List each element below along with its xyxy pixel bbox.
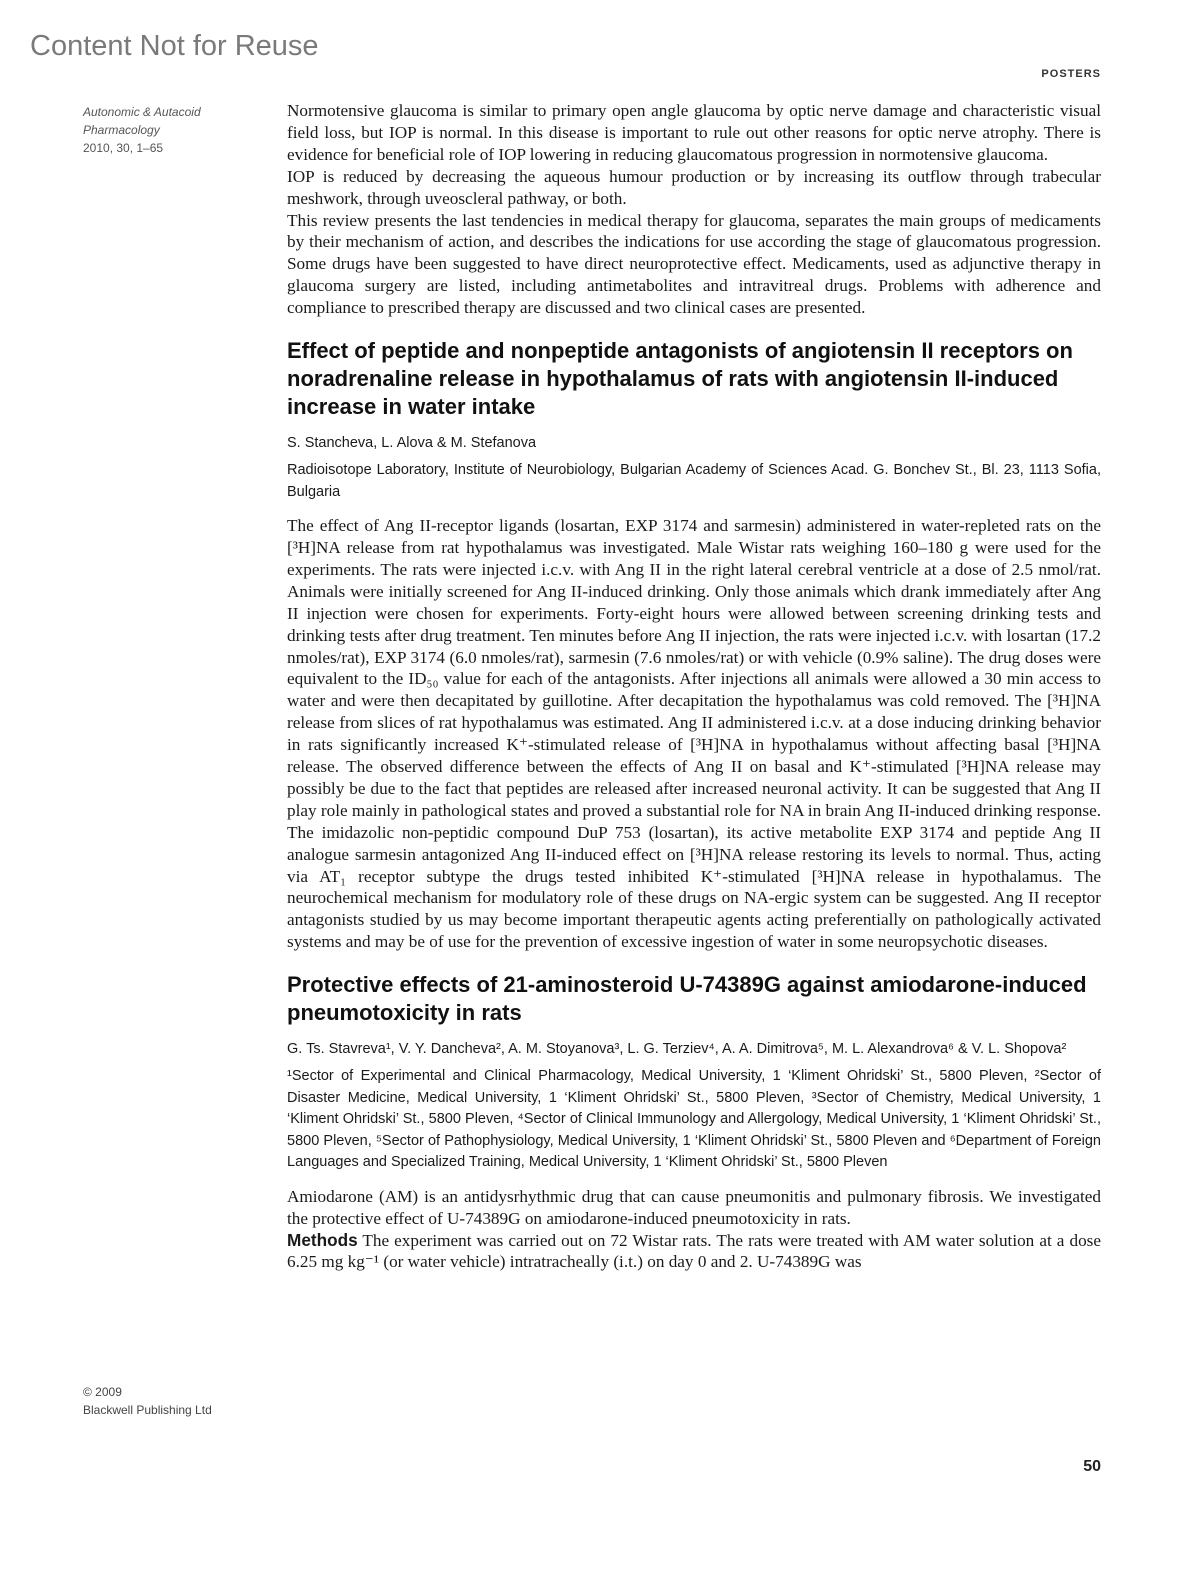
watermark: Content Not for Reuse (30, 30, 319, 62)
copyright (83, 1383, 253, 1419)
main-column (287, 100, 1101, 1273)
journal-info (83, 103, 253, 157)
article1-affiliation: Radioisotope Laboratory, Institute of Neurobiology, Bulgarian Academy of Sciences Acad. G. Bonchev St., Bl. 23, 1113 Sofia, Bulgaria (287, 462, 1101, 500)
journal-name-line2: Pharmacology (83, 123, 160, 137)
journal-issue: 2010, 30, 1–65 (83, 141, 164, 155)
intro-paragraph-3: This review presents the last tendencies in medical therapy for glaucoma, separates the main groups of medicaments by their mechanism of action, and describes the indications for use according the stage of glaucomatous progression. Some drugs have been suggested to have direct neuroprotective effect. Medicaments, used as adjunctive therapy in glaucoma surgery are listed, including antimetabolites and intravitreal drugs. Problems with adherence and compliance to prescribed therapy are discussed and two clinical cases are presented. (287, 210, 1101, 318)
copyright-line2: Blackwell Publishing Ltd (83, 1403, 212, 1417)
article1-authors: S. Stancheva, L. Alova & M. Stefanova (287, 435, 537, 452)
article2-affiliation: ¹Sector of Experimental and Clinical Pharmacology, Medical University, 1 ‘Kliment Ohridski’ St., 5800 Pleven, ²Sector of Disaster Medicine, Medical University, 1 ‘Kliment Ohridski’ St., 5800 Pleven, ³Sector of Chemistry, Medical University, 1 ‘Kliment Ohridski’ St., 5800 Pleven, ⁴Sector of Clinical Immunology and Allergology, Medical University, 1 ‘Kliment Ohridski’ St., 5800 Pleven, ⁵Sector of Pathophysiology, Medical University, 1 ‘Kliment Ohridski’ St., 5800 Pleven and ⁶Department of Foreign Languages and Specialized Training, Medical University, 1 ‘Kliment Ohridski’ St., 5800 Pleven (287, 1068, 1101, 1171)
article2-title: Protective effects of 21-aminosteroid U-74389G against amiodarone-induced pneumotoxicity in rats (287, 972, 1087, 1026)
page-number: 50 (1083, 1458, 1101, 1475)
methods-label: Methods (287, 1229, 358, 1250)
article1-title: Effect of peptide and nonpeptide antagonists of angiotensin II receptors on noradrenaline release in hypothalamus of rats with angiotensin II-induced increase in water intake (287, 338, 1073, 420)
article1-abstract: The effect of Ang II-receptor ligands (losartan, EXP 3174 and sarmesin) administered in water-repleted rats on the [³H]NA release from rat hypothalamus was investigated. Male Wistar rats weighing 160–180 g were used for the experiments. The rats were injected i.c.v. with Ang II in the right lateral cerebral ventricle at a dose of 2.5 nmol/rat. Animals were initially screened for Ang II-induced drinking. Only those animals which drank immediately after Ang II injection were chosen for experiments. Forty-eight hours were allowed between screening drinking tests and drinking tests after drug treatment. Ten minutes before Ang II injection, the rats were injected i.c.v. with losartan (17.2 nmoles/rat), EXP 3174 (6.0 nmoles/rat), sarmesin (7.6 nmoles/rat) or with vehicle (0.9% saline). The drug doses were equivalent to the ID₅₀ value for each of the antagonists. After injections all animals were allowed a 30 min access to water and were then decapitated by guillotine. After decapitation the hypothalamus was cold removed. The [³H]NA release from slices of rat hypothalamus was estimated. Ang II administered i.c.v. at a dose inducing drinking behavior in rats significantly increased K⁺-stimulated release of [³H]NA in hypothalamus without affecting basal [³H]NA release. The observed difference between the effects of Ang II on basal and K⁺-stimulated [³H]NA release may possibly be due to the fact that peptides are released after increased neuronal activity. It can be suggested that Ang II play role mainly in pathological states and proved a substantial role for NA in brain Ang II-induced drinking response. The imidazolic non-peptidic compound DuP 753 (losartan), its active metabolite EXP 3174 and peptide Ang II analogue sarmesin antagonized Ang II-induced effect on [³H]NA release restoring its levels to normal. Thus, acting via AT₁ receptor subtype the drugs tested inhibited K⁺-stimulated [³H]NA release in hypothalamus. The neurochemical mechanism for modulatory role of these drugs on NA-ergic system can be suggested. Ang II receptor antagonists studied by us may become important therapeutic agents acting preferentially on pathologically activated systems and may be of use for the prevention of excessive ingestion of water in some neuropsychotic diseases. (287, 516, 1101, 952)
intro-paragraph-1: Normotensive glaucoma is similar to primary open angle glaucoma by optic nerve damage and characteristic visual field loss, but IOP is normal. In this disease is important to rule out other reasons for optic nerve atrophy. There is evidence for beneficial role of IOP lowering in reducing glaucomatous progression in normotensive glaucoma. (287, 101, 1101, 164)
copyright-line1: © 2009 (83, 1385, 122, 1399)
journal-name-line1: Autonomic & Autacoid (83, 105, 201, 119)
article2-authors: G. Ts. Stavreva¹, V. Y. Dancheva², A. M. Stoyanova³, L. G. Terziev⁴, A. A. Dimitrova⁵, M. L. Alexandrova⁶ & V. L. Shopova² (287, 1041, 1067, 1058)
section-label: POSTERS (1041, 68, 1101, 80)
article2-methods-paragraph (287, 1230, 1101, 1274)
methods-text: The experiment was carried out on 72 Wistar rats. The rats were treated with AM water solution at a dose 6.25 mg kg⁻¹ (or water vehicle) intratracheally (i.t.) on day 0 and 2. U-74389G was (287, 1230, 1101, 1272)
intro-paragraph-2: IOP is reduced by decreasing the aqueous humour production or by increasing its outflow through trabecular meshwork, through uveoscleral pathway, or both. (287, 166, 1101, 208)
article2-intro: Amiodarone (AM) is an antidysrhythmic drug that can cause pneumonitis and pulmonary fibrosis. We investigated the protective effect of U-74389G on amiodarone-induced pneumotoxicity in rats. (287, 1186, 1101, 1228)
